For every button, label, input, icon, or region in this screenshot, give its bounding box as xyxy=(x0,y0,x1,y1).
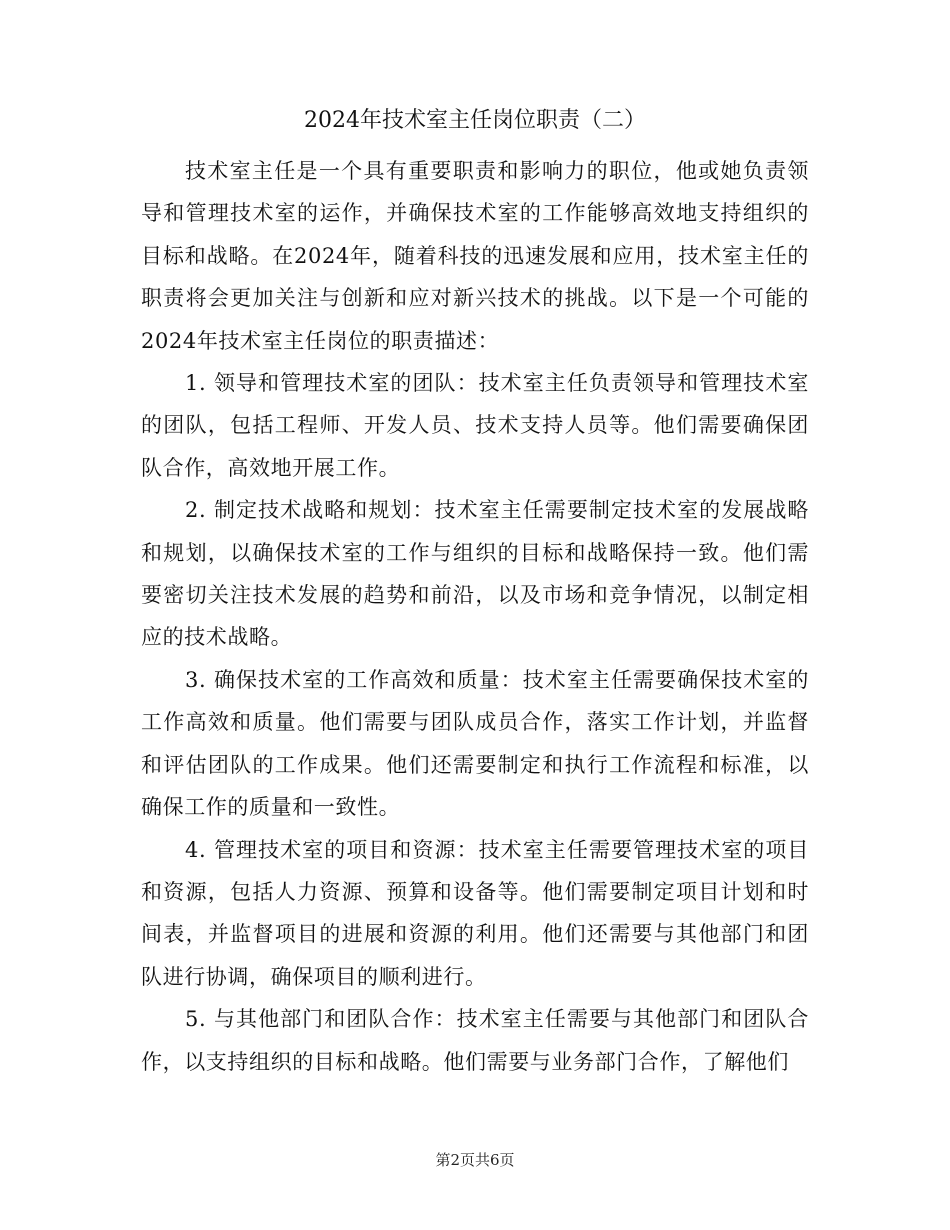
duty-paragraph-1: 1. 领导和管理技术室的团队：技术室主任负责领导和管理技术室的团队，包括工程师、开发人员、技术支持人员等。他们需要确保团队合作，高效地开展工作。 xyxy=(141,371,809,480)
document-body xyxy=(141,150,809,1083)
duty-paragraph-4: 4. 管理技术室的项目和资源：技术室主任需要管理技术室的项目和资源，包括人力资源、预算和设备等。他们需要制定项目计划和时间表，并监督项目的进展和资源的利用。他们还需要与其他部门和团队进行协调，确保项目的顺利进行。 xyxy=(141,837,809,989)
intro-paragraph: 技术室主任是一个具有重要职责和影响力的职位，他或她负责领导和管理技术室的运作，并确保技术室的工作能够高效地支持组织的目标和战略。在2024年，随着科技的迅速发展和应用，技术室主任的职责将会更加关注与创新和应对新兴技术的挑战。以下是一个可能的2024年技术室主任岗位的职责描述： xyxy=(141,159,809,353)
page-number-footer: 第2页共6页 xyxy=(435,1151,515,1169)
document-title: 2024年技术室主任岗位职责（二） xyxy=(304,108,646,133)
duty-paragraph-3: 3. 确保技术室的工作高效和质量：技术室主任需要确保技术室的工作高效和质量。他们需要与团队成员合作，落实工作计划，并监督和评估团队的工作成果。他们还需要制定和执行工作流程和标准，以确保工作的质量和一致性。 xyxy=(141,667,809,820)
duty-paragraph-2: 2. 制定技术战略和规划：技术室主任需要制定技术室的发展战略和规划，以确保技术室的工作与组织的目标和战略保持一致。他们需要密切关注技术发展的趋势和前沿，以及市场和竞争情况，以制定相应的技术战略。 xyxy=(141,498,809,650)
duty-paragraph-5: 5. 与其他部门和团队合作：技术室主任需要与其他部门和团队合作，以支持组织的目标和战略。他们需要与业务部门合作，了解他们 xyxy=(141,1007,809,1074)
